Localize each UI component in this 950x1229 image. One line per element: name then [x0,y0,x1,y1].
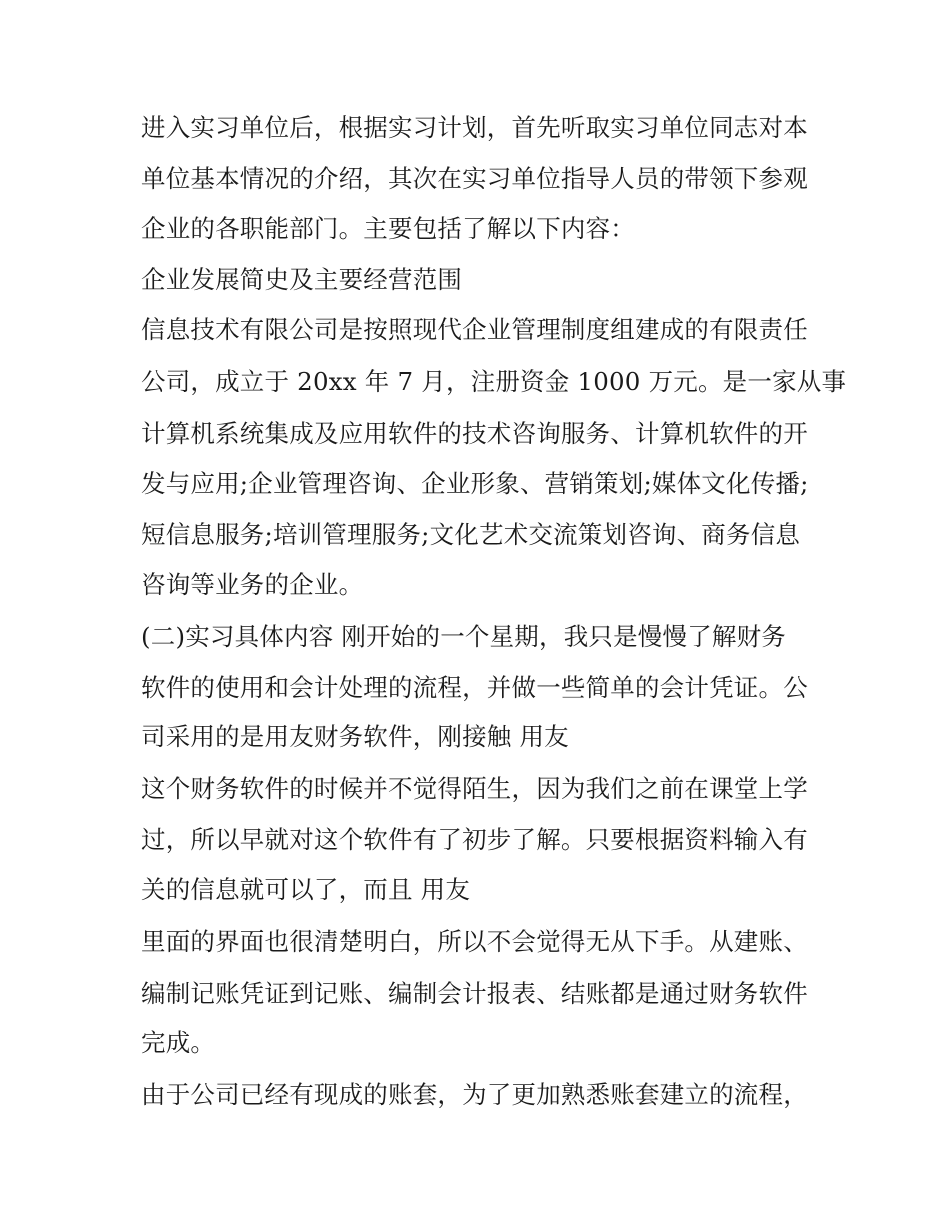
text-line: 这个财务软件的时候并不觉得陌生，因为我们之前在课堂上学 [141,774,808,803]
text-line: 咨询等业务的企业。 [141,570,364,599]
text-line: (二)实习具体内容 刚开始的一个星期，我只是慢慢了解财务 [141,622,787,651]
text-line: 里面的界面也很清楚明白，所以不会觉得无从下手。从建账、 [141,927,808,956]
text-line: 软件的使用和会计处理的流程，并做一些简单的会计凭证。公 [141,673,808,702]
text-line: 司采用的是用友财务软件，刚接触 用友 [141,722,569,751]
text-line: 关的信息就可以了，而且 用友 [141,875,471,904]
text-line: 单位基本情况的介绍，其次在实习单位指导人员的带领下参观 [141,164,808,193]
text-line: 过，所以早就对这个软件有了初步了解。只要根据资料输入有 [141,825,808,854]
text-line: 完成。 [141,1028,216,1057]
text-line: 公司，成立于 20xx 年 7 月，注册资金 1000 万元。是一家从事 [141,367,847,396]
text-line: 企业的各职能部门。主要包括了解以下内容： [141,214,635,243]
section-heading: 企业发展简史及主要经营范围 [141,265,463,294]
text-line: 进入实习单位后，根据实习计划，首先听取实习单位同志对本 [141,113,808,142]
text-line: 短信息服务;培训管理服务;文化艺术交流策划咨询、商务信息 [141,520,801,549]
text-line: 信息技术有限公司是按照现代企业管理制度组建成的有限责任 [141,315,808,344]
text-line: 发与应用;企业管理咨询、企业形象、营销策划;媒体文化传播; [141,469,809,498]
text-line: 由于公司已经有现成的账套，为了更加熟悉账套建立的流程， [141,1080,808,1109]
text-line: 编制记账凭证到记账、编制会计报表、结账都是通过财务软件 [141,979,808,1008]
text-line: 计算机系统集成及应用软件的技术咨询服务、计算机软件的开 [141,419,808,448]
